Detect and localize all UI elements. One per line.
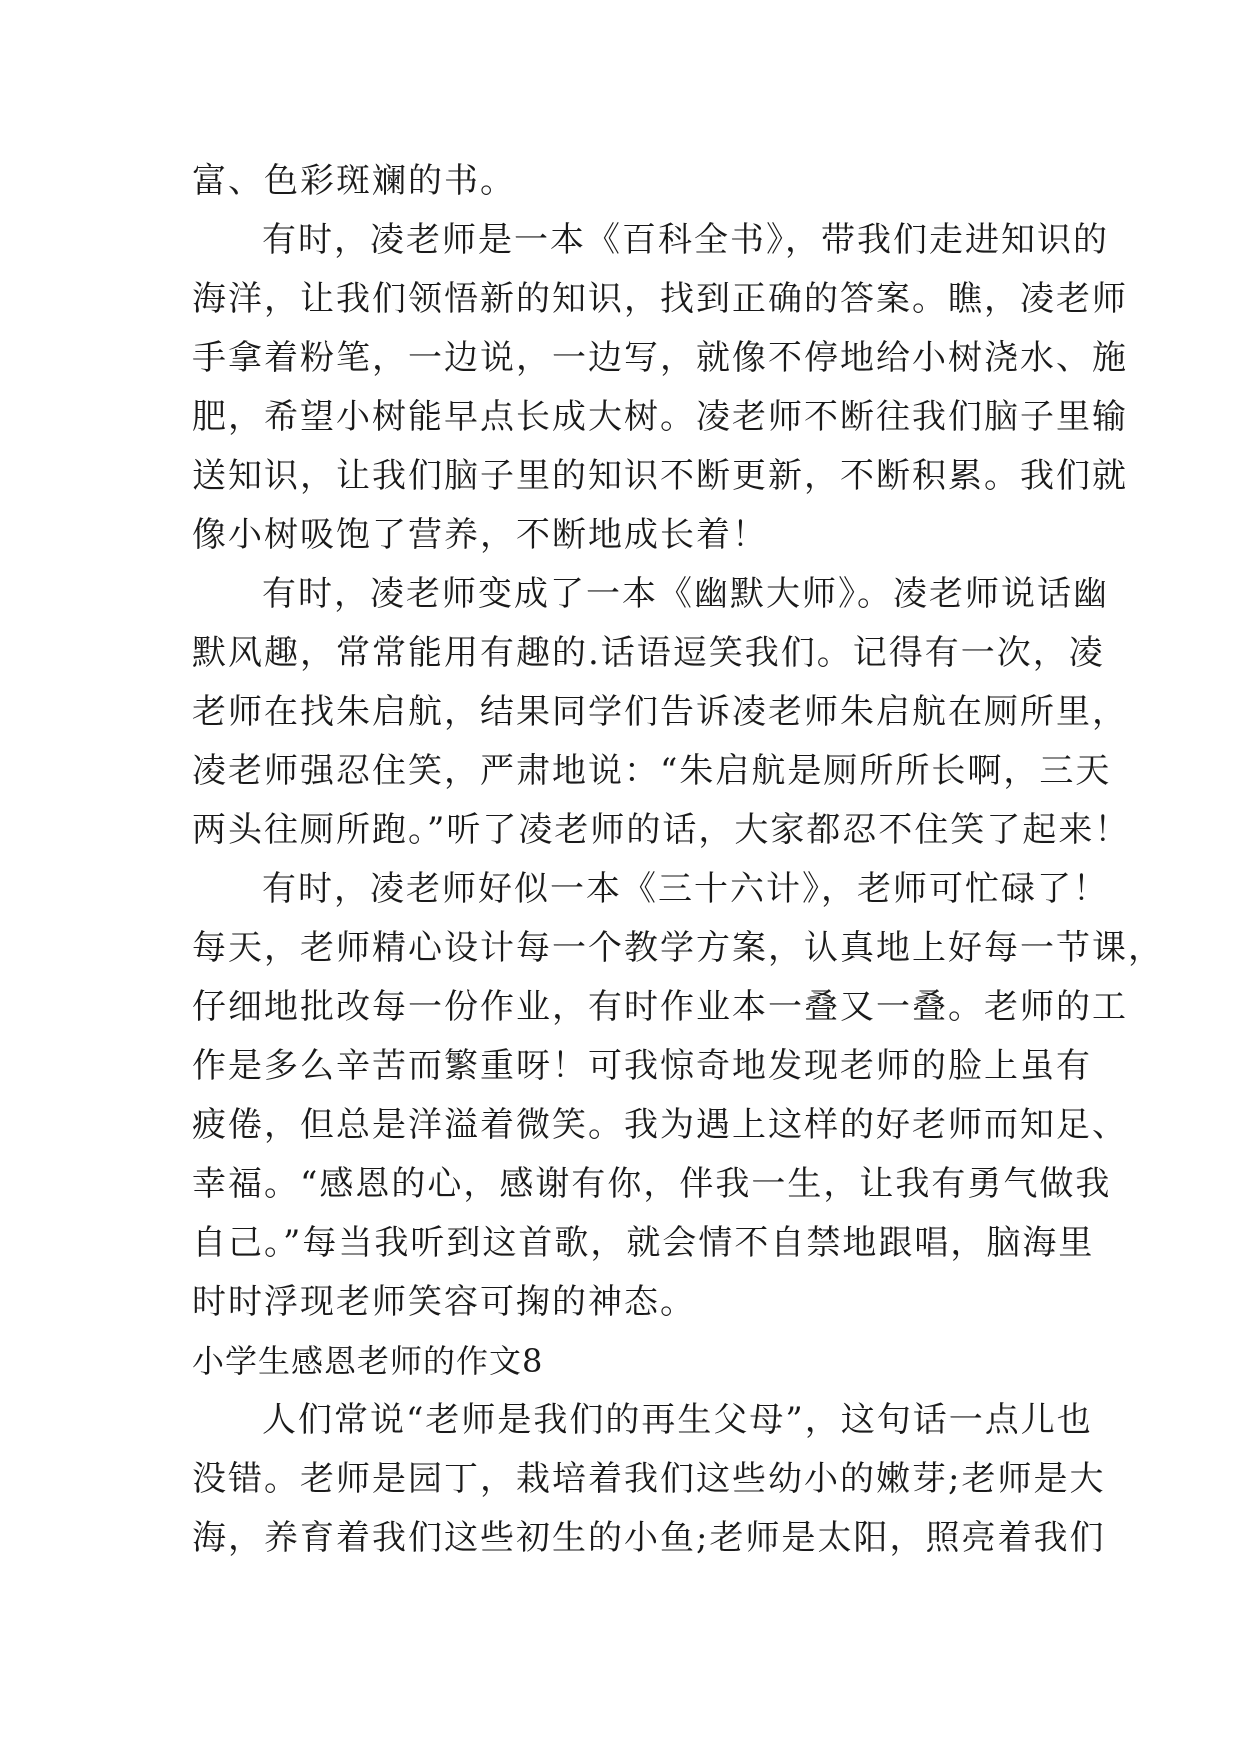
text-line: 富、色彩斑斓的书。: [192, 161, 516, 201]
text-line: 送知识，让我们脑子里的知识不断更新，不断积累。我们就: [192, 456, 1128, 496]
text-line: 凌老师强忍住笑，严肃地说：“朱启航是厕所所长啊，三天: [192, 751, 1112, 791]
paragraph-first-line: 有时，凌老师好似一本《三十六计》，老师可忙碌了！: [262, 869, 1109, 909]
text-line: 仔细地批改每一份作业，有时作业本一叠又一叠。老师的工: [192, 987, 1128, 1027]
text-line: 幸福。“感恩的心，感谢有你，伴我一生，让我有勇气做我: [192, 1164, 1112, 1204]
section-heading: 小学生感恩老师的作文8: [192, 1342, 544, 1380]
text-line: 老师在找朱启航，结果同学们告诉凌老师朱启航在厕所里，: [192, 692, 1128, 732]
text-line: 像小树吸饱了营养，不断地成长着！: [192, 515, 768, 555]
text-line: 默风趣，常常能用有趣的.话语逗笑我们。记得有一次，凌: [192, 633, 1105, 673]
text-line: 疲倦，但总是洋溢着微笑。我为遇上这样的好老师而知足、: [192, 1105, 1128, 1145]
text-line: 作是多么辛苦而繁重呀！可我惊奇地发现老师的脸上虽有: [192, 1046, 1092, 1086]
text-line: 肥，希望小树能早点长成大树。凌老师不断往我们脑子里输: [192, 397, 1128, 437]
text-line: 两头往厕所跑。”听了凌老师的话，大家都忍不住笑了起来！: [192, 810, 1131, 850]
text-line: 自己。”每当我听到这首歌，就会情不自禁地跟唱，脑海里: [192, 1223, 1095, 1263]
paragraph-first-line: 有时，凌老师是一本《百科全书》，带我们走进知识的: [262, 220, 1109, 260]
text-line: 海洋，让我们领悟新的知识，找到正确的答案。瞧，凌老师: [192, 279, 1128, 319]
text-line: 手拿着粉笔，一边说，一边写，就像不停地给小树浇水、施: [192, 338, 1128, 378]
text-line: 时时浮现老师笑容可掬的神态。: [192, 1282, 696, 1322]
document-page: [192, 152, 1164, 1568]
paragraph-first-line: 有时，凌老师变成了一本《幽默大师》。凌老师说话幽: [262, 574, 1109, 614]
paragraph-first-line: 人们常说“老师是我们的再生父母”，这句话一点儿也: [262, 1400, 1093, 1440]
text-line: 每天，老师精心设计每一个教学方案，认真地上好每一节课，: [192, 928, 1164, 968]
text-line: 没错。老师是园丁，栽培着我们这些幼小的嫩芽;老师是大: [192, 1459, 1106, 1499]
text-line: 海，养育着我们这些初生的小鱼;老师是太阳，照亮着我们: [192, 1518, 1106, 1558]
